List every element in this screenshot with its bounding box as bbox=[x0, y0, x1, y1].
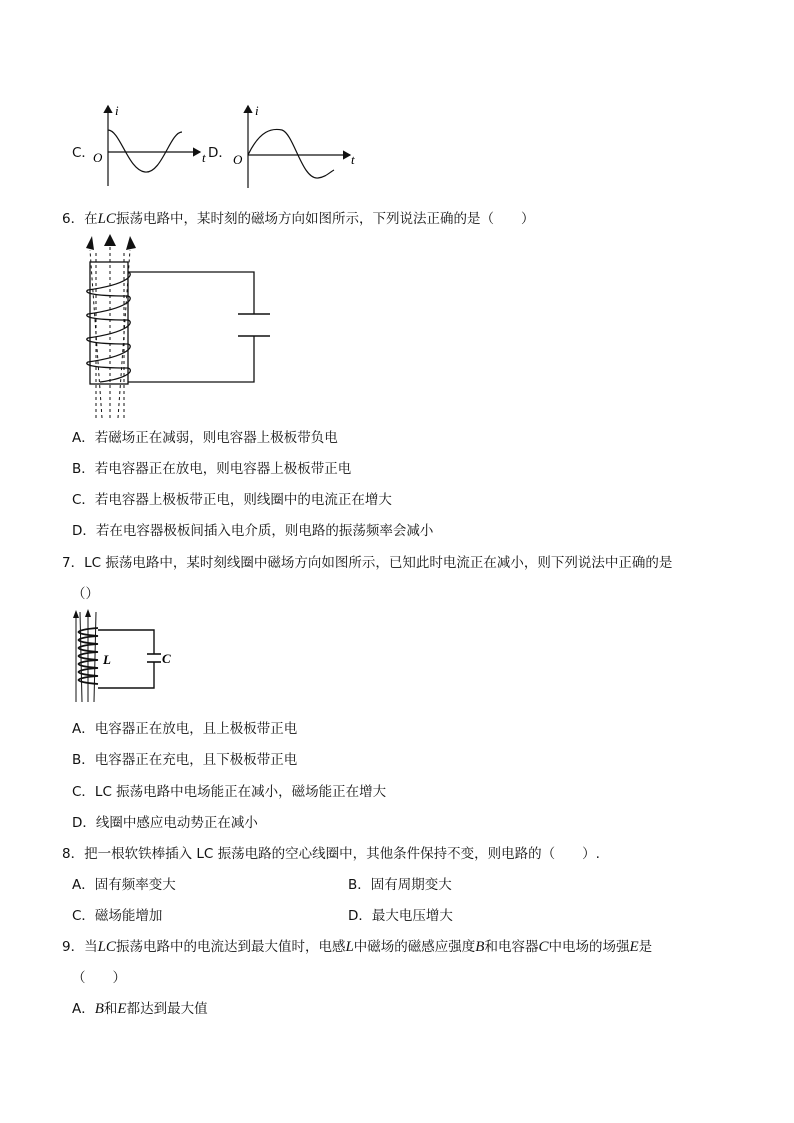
q5d-x-label: t bbox=[351, 152, 355, 167]
q9-var-l: L bbox=[345, 939, 354, 955]
q7-wire-top bbox=[98, 630, 154, 654]
q7-stem-line1: 7．LC 振荡电路中，某时刻线圈中磁场方向如图所示，已知此时电流正在减小，则下列说法中正确的是 bbox=[62, 555, 673, 571]
q6-wire-bottom bbox=[128, 336, 254, 382]
q9a-var-b: B bbox=[94, 1001, 104, 1017]
q5-option-c-label: C． bbox=[72, 145, 95, 161]
q9-stem-line1: 9．当LC振荡电路中的电流达到最大值时，电感L中磁场的磁感应强度B和电容器C中电场的场强E是 bbox=[62, 939, 653, 955]
q7-option-b: B．电容器正在充电，且下极板带正电 bbox=[72, 752, 298, 768]
q8-option-a: A．固有频率变大 bbox=[72, 877, 176, 893]
q5c-y-label: i bbox=[115, 103, 119, 118]
q8-option-c: C．磁场能增加 bbox=[72, 908, 163, 924]
q5d-y-label: i bbox=[255, 103, 259, 118]
q6-solenoid-core bbox=[90, 262, 128, 384]
q9-option-a: A．B和E都达到最大值 bbox=[72, 1001, 208, 1017]
q9a-var-e: E bbox=[117, 1001, 127, 1017]
q6-field-lines bbox=[90, 246, 130, 418]
q5d-origin: O bbox=[233, 152, 243, 167]
q6-option-b: B．若电容器正在放电，则电容器上极板带正电 bbox=[72, 461, 352, 477]
q9-stem-line2: （ ） bbox=[72, 970, 126, 986]
q5c-origin: O bbox=[93, 150, 103, 165]
q6-option-d: D．若在电容器极板间插入电介质，则电路的振荡频率会减小 bbox=[72, 523, 434, 539]
q9-var-lc: LC bbox=[97, 939, 116, 955]
q7-inductor-label: L bbox=[103, 652, 111, 667]
q9-var-b: B bbox=[475, 939, 485, 955]
q7-field-arrows bbox=[73, 609, 91, 618]
q9-var-c: C bbox=[538, 939, 549, 955]
q7-option-d: D．线圈中感应电动势正在减小 bbox=[72, 815, 258, 831]
q5d-sine-curve bbox=[248, 129, 334, 178]
q9-var-e: E bbox=[629, 939, 639, 955]
q5c-cosine-curve bbox=[108, 130, 182, 172]
q6-stem: 6．在LC振荡电路中，某时刻的磁场方向如图所示，下列说法正确的是（ ） bbox=[62, 211, 535, 227]
q6-var-lc: LC bbox=[97, 211, 116, 227]
q6-wire-top bbox=[128, 272, 254, 314]
q6-field-arrows bbox=[86, 234, 136, 250]
q8-option-d: D．最大电压增大 bbox=[348, 908, 453, 924]
q6-circuit-figure bbox=[70, 232, 270, 420]
q7-option-a: A．电容器正在放电，且上极板带正电 bbox=[72, 721, 298, 737]
q8-stem: 8．把一根软铁棒插入 LC 振荡电路的空心线圈中，其他条件保持不变，则电路的（ ）. bbox=[62, 846, 600, 862]
q6-option-a: A．若磁场正在减弱，则电容器上极板带负电 bbox=[72, 430, 338, 446]
q5-option-d-label: D． bbox=[208, 145, 232, 161]
q5c-x-label: t bbox=[202, 150, 206, 165]
q7-circuit-figure bbox=[70, 608, 180, 704]
q7-stem-line2: （） bbox=[72, 586, 99, 602]
q6-option-c: C．若电容器上极板带正电，则线圈中的电流正在增大 bbox=[72, 492, 392, 508]
q7-capacitor-label: C bbox=[162, 651, 171, 666]
q5-graph-d bbox=[230, 100, 360, 190]
q7-option-c: C．LC 振荡电路中电场能正在减小，磁场能正在增大 bbox=[72, 784, 387, 800]
q8-option-b: B．固有周期变大 bbox=[348, 877, 452, 893]
q5-graph-c bbox=[90, 100, 210, 190]
